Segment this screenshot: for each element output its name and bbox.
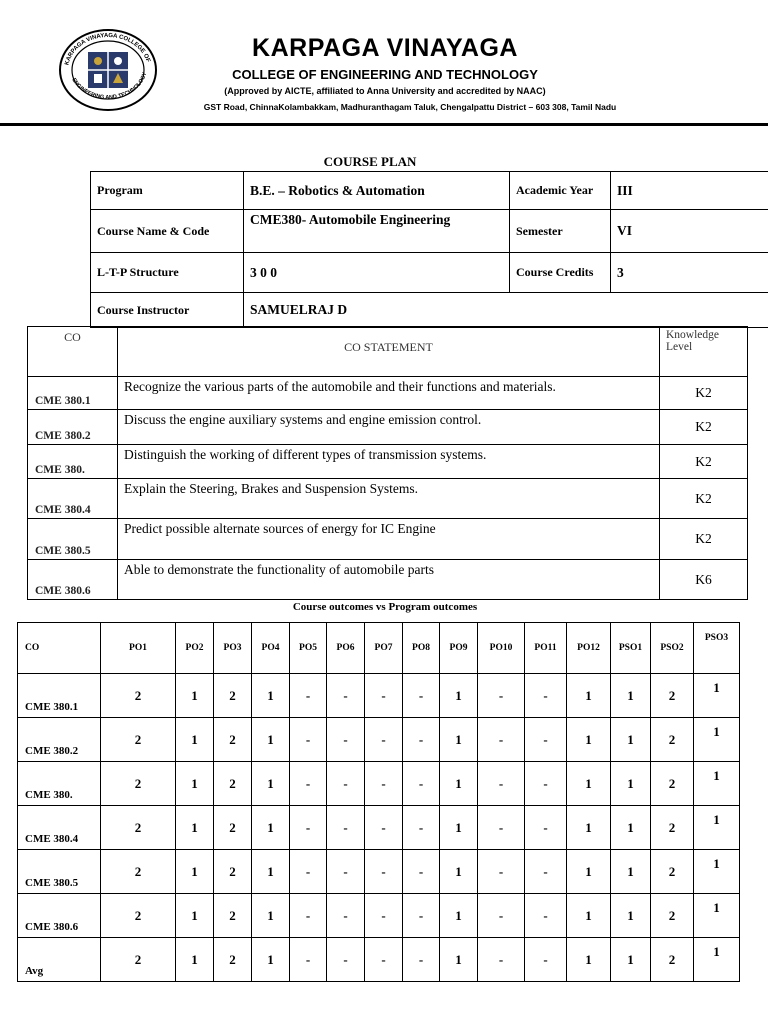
mapping-cell: 2 bbox=[651, 894, 694, 938]
semester-value: VI bbox=[611, 210, 768, 253]
mapping-cell: - bbox=[403, 938, 440, 982]
mapping-cell: 1 bbox=[694, 938, 740, 982]
ltp-value: 3 0 0 bbox=[244, 253, 510, 293]
mapping-cell: 1 bbox=[176, 718, 214, 762]
mapping-cell: 1 bbox=[252, 894, 290, 938]
mapping-cell: - bbox=[290, 806, 327, 850]
course-info-table bbox=[90, 171, 768, 328]
co-statement: Explain the Steering, Brakes and Suspension Systems. bbox=[118, 479, 660, 519]
mapping-cell: - bbox=[290, 850, 327, 894]
co-row bbox=[28, 445, 748, 479]
mapping-cell: 1 bbox=[567, 718, 611, 762]
co-statement-header: CO STATEMENT bbox=[118, 327, 660, 377]
mapping-cell: 2 bbox=[214, 938, 252, 982]
mapping-cell: - bbox=[365, 674, 403, 718]
mapping-cell: 1 bbox=[611, 894, 651, 938]
mapping-cell: 2 bbox=[651, 806, 694, 850]
mapping-cell: - bbox=[525, 674, 567, 718]
mapping-header-pso3: PSO3 bbox=[694, 623, 740, 674]
mapping-cell: - bbox=[290, 938, 327, 982]
mapping-header-po9: PO9 bbox=[440, 623, 478, 674]
mapping-cell: 1 bbox=[440, 894, 478, 938]
mapping-cell: - bbox=[525, 894, 567, 938]
mapping-cell: 2 bbox=[101, 762, 176, 806]
mapping-row-label: CME 380.4 bbox=[18, 806, 101, 850]
co-statement: Predict possible alternate sources of energy for IC Engine bbox=[118, 519, 660, 560]
mapping-cell: 2 bbox=[214, 674, 252, 718]
co-statement: Distinguish the working of different types of transmission systems. bbox=[118, 445, 660, 479]
mapping-header-po8: PO8 bbox=[403, 623, 440, 674]
mapping-cell: 2 bbox=[214, 718, 252, 762]
mapping-header-po6: PO6 bbox=[327, 623, 365, 674]
mapping-cell: 2 bbox=[101, 894, 176, 938]
mapping-cell: - bbox=[478, 806, 525, 850]
academic-year-label: Academic Year bbox=[510, 172, 611, 210]
mapping-cell: - bbox=[525, 850, 567, 894]
mapping-cell: 1 bbox=[440, 674, 478, 718]
mapping-cell: 1 bbox=[252, 674, 290, 718]
mapping-cell: 1 bbox=[694, 806, 740, 850]
mapping-row-label: Avg bbox=[18, 938, 101, 982]
mapping-cell: 2 bbox=[101, 718, 176, 762]
academic-year-value: III bbox=[611, 172, 768, 210]
mapping-cell: - bbox=[478, 938, 525, 982]
credits-label: Course Credits bbox=[510, 253, 611, 293]
mapping-cell: - bbox=[403, 850, 440, 894]
co-code: CME 380. bbox=[28, 445, 118, 479]
mapping-cell: 2 bbox=[651, 938, 694, 982]
instructor-value: SAMUELRAJ D bbox=[244, 293, 768, 328]
mapping-cell: 1 bbox=[176, 850, 214, 894]
credits-value: 3 bbox=[611, 253, 768, 293]
mapping-cell: 1 bbox=[440, 938, 478, 982]
mapping-cell: 1 bbox=[567, 762, 611, 806]
mapping-cell: - bbox=[525, 806, 567, 850]
mapping-header-po7: PO7 bbox=[365, 623, 403, 674]
mapping-cell: - bbox=[403, 762, 440, 806]
approval-line: (Approved by AICTE, affiliated to Anna University and accredited by NAAC) bbox=[224, 86, 546, 96]
mapping-header-po4: PO4 bbox=[252, 623, 290, 674]
mapping-header-po1: PO1 bbox=[101, 623, 176, 674]
co-code: CME 380.4 bbox=[28, 479, 118, 519]
mapping-cell: 2 bbox=[214, 762, 252, 806]
mapping-cell: - bbox=[478, 718, 525, 762]
mapping-cell: - bbox=[478, 850, 525, 894]
mapping-cell: - bbox=[365, 718, 403, 762]
program-value: B.E. – Robotics & Automation bbox=[244, 172, 510, 210]
mapping-cell: 1 bbox=[694, 850, 740, 894]
instructor-label: Course Instructor bbox=[91, 293, 244, 328]
mapping-row-label: CME 380. bbox=[18, 762, 101, 806]
mapping-cell: 1 bbox=[611, 850, 651, 894]
co-row bbox=[28, 410, 748, 445]
mapping-cell: - bbox=[478, 674, 525, 718]
mapping-cell: 2 bbox=[651, 762, 694, 806]
knowledge-level: K2 bbox=[660, 445, 748, 479]
mapping-cell: - bbox=[290, 718, 327, 762]
mapping-cell: 1 bbox=[567, 850, 611, 894]
mapping-cell: 2 bbox=[651, 674, 694, 718]
mapping-cell: - bbox=[525, 718, 567, 762]
ltp-label: L-T-P Structure bbox=[91, 253, 244, 293]
co-code: CME 380.5 bbox=[28, 519, 118, 560]
co-statement-table bbox=[27, 326, 748, 600]
mapping-cell: - bbox=[365, 806, 403, 850]
mapping-cell: 1 bbox=[694, 762, 740, 806]
mapping-cell: 2 bbox=[101, 806, 176, 850]
knowledge-level-header: Knowledge Level bbox=[660, 327, 748, 377]
co-row bbox=[28, 377, 748, 410]
co-row bbox=[28, 479, 748, 519]
mapping-cell: 1 bbox=[440, 718, 478, 762]
mapping-cell: 2 bbox=[651, 850, 694, 894]
co-row bbox=[28, 519, 748, 560]
mapping-cell: 1 bbox=[176, 938, 214, 982]
course-plan-title: COURSE PLAN bbox=[323, 154, 417, 169]
co-code: CME 380.1 bbox=[28, 377, 118, 410]
address-line: GST Road, ChinnaKolambakkam, Madhuranthagam Taluk, Chengalpattu District – 603 308, Tamil Nadu bbox=[203, 102, 617, 112]
mapping-cell: 1 bbox=[440, 850, 478, 894]
college-name: KARPAGA VINAYAGA bbox=[252, 34, 518, 62]
mapping-row bbox=[18, 850, 740, 894]
mapping-cell: - bbox=[478, 894, 525, 938]
knowledge-level: K2 bbox=[660, 519, 748, 560]
mapping-row bbox=[18, 718, 740, 762]
mapping-cell: - bbox=[290, 894, 327, 938]
mapping-cell: - bbox=[403, 894, 440, 938]
mapping-cell: - bbox=[327, 938, 365, 982]
mapping-cell: 1 bbox=[567, 938, 611, 982]
header-divider bbox=[0, 123, 768, 126]
mapping-cell: 1 bbox=[252, 806, 290, 850]
mapping-cell: 1 bbox=[176, 806, 214, 850]
knowledge-level: K2 bbox=[660, 410, 748, 445]
co-po-mapping-table bbox=[17, 622, 740, 982]
mapping-row bbox=[18, 806, 740, 850]
mapping-cell: 1 bbox=[694, 894, 740, 938]
mapping-cell: 1 bbox=[440, 806, 478, 850]
mapping-header-row bbox=[18, 623, 740, 674]
mapping-cell: 2 bbox=[214, 850, 252, 894]
co-statement: Recognize the various parts of the automobile and their functions and materials. bbox=[118, 377, 660, 410]
mapping-cell: - bbox=[365, 850, 403, 894]
mapping-cell: - bbox=[327, 850, 365, 894]
svg-text:ENGINEERING AND TECHNOLOGY: ENGINEERING AND TECHNOLOGY bbox=[70, 71, 149, 101]
mapping-cell: 1 bbox=[567, 806, 611, 850]
mapping-cell: 1 bbox=[567, 894, 611, 938]
co-statement: Discuss the engine auxiliary systems and engine emission control. bbox=[118, 410, 660, 445]
mapping-header-po5: PO5 bbox=[290, 623, 327, 674]
mapping-header-po10: PO10 bbox=[478, 623, 525, 674]
mapping-row bbox=[18, 938, 740, 982]
mapping-cell: - bbox=[290, 674, 327, 718]
mapping-cell: 1 bbox=[252, 850, 290, 894]
mapping-cell: 1 bbox=[252, 938, 290, 982]
mapping-cell: - bbox=[365, 762, 403, 806]
program-label: Program bbox=[91, 172, 244, 210]
mapping-cell: 2 bbox=[214, 894, 252, 938]
mapping-cell: 1 bbox=[252, 718, 290, 762]
mapping-cell: - bbox=[365, 938, 403, 982]
mapping-cell: 2 bbox=[101, 850, 176, 894]
mapping-header-po12: PO12 bbox=[567, 623, 611, 674]
co-code: CME 380.2 bbox=[28, 410, 118, 445]
course-name-label: Course Name & Code bbox=[91, 210, 244, 253]
knowledge-level: K6 bbox=[660, 560, 748, 600]
mapping-cell: - bbox=[403, 674, 440, 718]
mapping-cell: 1 bbox=[611, 762, 651, 806]
mapping-header-co: CO bbox=[18, 623, 101, 674]
mapping-cell: - bbox=[525, 938, 567, 982]
mapping-row-label: CME 380.1 bbox=[18, 674, 101, 718]
mapping-cell: - bbox=[525, 762, 567, 806]
mapping-cell: 1 bbox=[694, 674, 740, 718]
mapping-header-po3: PO3 bbox=[214, 623, 252, 674]
mapping-cell: - bbox=[327, 806, 365, 850]
mapping-cell: 2 bbox=[101, 938, 176, 982]
college-logo bbox=[58, 28, 158, 112]
mapping-row-label: CME 380.5 bbox=[18, 850, 101, 894]
co-code: CME 380.6 bbox=[28, 560, 118, 600]
svg-text:KARPAGA VINAYAGA COLLEGE OF: KARPAGA VINAYAGA COLLEGE OF bbox=[64, 32, 151, 66]
mapping-header-po11: PO11 bbox=[525, 623, 567, 674]
college-subtitle: COLLEGE OF ENGINEERING AND TECHNOLOGY bbox=[232, 67, 538, 82]
mapping-title: Course outcomes vs Program outcomes bbox=[292, 601, 478, 613]
mapping-cell: 1 bbox=[611, 718, 651, 762]
mapping-row-label: CME 380.6 bbox=[18, 894, 101, 938]
mapping-cell: 1 bbox=[440, 762, 478, 806]
mapping-cell: 2 bbox=[651, 718, 694, 762]
mapping-cell: - bbox=[290, 762, 327, 806]
mapping-header-po2: PO2 bbox=[176, 623, 214, 674]
co-row bbox=[28, 560, 748, 600]
mapping-cell: 1 bbox=[567, 674, 611, 718]
mapping-cell: 2 bbox=[214, 806, 252, 850]
mapping-cell: 1 bbox=[611, 674, 651, 718]
semester-label: Semester bbox=[510, 210, 611, 253]
mapping-header-pso2: PSO2 bbox=[651, 623, 694, 674]
mapping-cell: 1 bbox=[176, 674, 214, 718]
course-name-value: CME380- Automobile Engineering bbox=[244, 210, 510, 253]
mapping-row bbox=[18, 894, 740, 938]
mapping-cell: - bbox=[327, 718, 365, 762]
mapping-cell: - bbox=[478, 762, 525, 806]
mapping-cell: 1 bbox=[611, 806, 651, 850]
knowledge-level: K2 bbox=[660, 479, 748, 519]
co-header: CO bbox=[28, 327, 118, 377]
mapping-cell: 1 bbox=[611, 938, 651, 982]
mapping-cell: - bbox=[365, 894, 403, 938]
mapping-cell: - bbox=[327, 674, 365, 718]
mapping-cell: - bbox=[327, 762, 365, 806]
co-statement: Able to demonstrate the functionality of automobile parts bbox=[118, 560, 660, 600]
mapping-cell: - bbox=[327, 894, 365, 938]
mapping-cell: 2 bbox=[101, 674, 176, 718]
knowledge-level: K2 bbox=[660, 377, 748, 410]
mapping-row bbox=[18, 674, 740, 718]
mapping-header-pso1: PSO1 bbox=[611, 623, 651, 674]
mapping-cell: 1 bbox=[176, 894, 214, 938]
mapping-row-label: CME 380.2 bbox=[18, 718, 101, 762]
mapping-cell: 1 bbox=[252, 762, 290, 806]
mapping-cell: - bbox=[403, 806, 440, 850]
mapping-row bbox=[18, 762, 740, 806]
mapping-cell: - bbox=[403, 718, 440, 762]
mapping-cell: 1 bbox=[176, 762, 214, 806]
mapping-cell: 1 bbox=[694, 718, 740, 762]
